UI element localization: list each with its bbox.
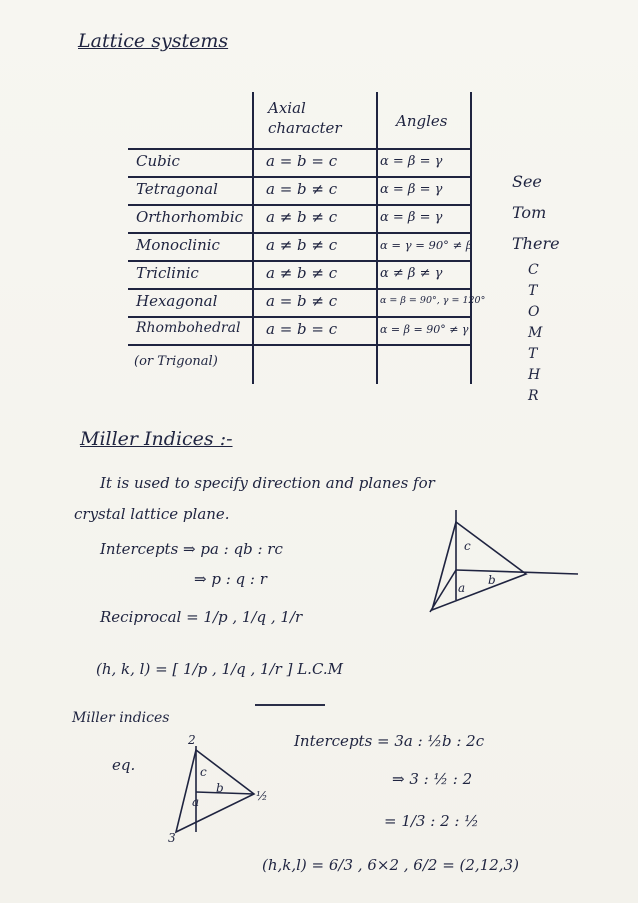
row-angles: α = β = γ bbox=[380, 154, 443, 169]
plane-triangle bbox=[432, 522, 526, 610]
row-name: Cubic bbox=[136, 152, 180, 170]
table-divider bbox=[252, 92, 254, 384]
table-rule bbox=[128, 288, 472, 290]
fig2-label-b: b bbox=[216, 781, 224, 795]
miller-indices-label: Miller indices bbox=[72, 710, 170, 726]
lattice-table bbox=[128, 92, 486, 384]
row-axial: a = b = c bbox=[266, 152, 338, 170]
miller-title: Miller Indices :- bbox=[80, 428, 233, 450]
fig1-label-c: c bbox=[464, 539, 471, 553]
row-axial: a = b ≠ c bbox=[266, 180, 338, 198]
table-rule bbox=[128, 260, 472, 262]
row-angles: α = β = γ bbox=[380, 182, 443, 197]
table-rule bbox=[128, 232, 472, 234]
row-name: Monoclinic bbox=[136, 236, 220, 254]
mnemonic-letter: R bbox=[528, 388, 539, 404]
fig2-label-c: c bbox=[200, 765, 207, 779]
row-axial: a ≠ b ≠ c bbox=[266, 264, 338, 282]
example-result: (h,k,l) = 6/3 , 6×2 , 6/2 = (2,12,3) bbox=[262, 856, 519, 874]
mnemonic-letter: C bbox=[528, 262, 539, 278]
table-rule bbox=[128, 148, 472, 150]
table-rule bbox=[128, 316, 472, 318]
example-step-2: = 1/3 : 2 : ½ bbox=[384, 812, 479, 830]
hkl-formula: (h, k, l) = [ 1/p , 1/q , 1/r ] L.C.M bbox=[96, 660, 344, 678]
mnemonic-letter: O bbox=[528, 304, 540, 320]
row-angles: α = γ = 90° ≠ β bbox=[380, 238, 473, 252]
row-name: Orthorhombic bbox=[136, 208, 244, 226]
miller-definition-2: crystal lattice plane. bbox=[74, 505, 230, 523]
fig2-label-2: 2 bbox=[188, 733, 196, 747]
fig1-label-a: a bbox=[458, 581, 466, 595]
mnemonic-letter: T bbox=[528, 346, 538, 362]
mnemonic-letter: T bbox=[528, 283, 538, 299]
mnemonic-letter: H bbox=[528, 367, 541, 383]
fig1-label-b: b bbox=[488, 573, 496, 587]
underline-stroke bbox=[255, 704, 325, 706]
mnemonic-word: See bbox=[512, 172, 542, 191]
row-axial: a = b = c bbox=[266, 320, 338, 338]
row-angles: α = β = 90°, γ = 120° bbox=[380, 295, 486, 306]
rhombohedral-note: (or Trigonal) bbox=[134, 354, 218, 369]
row-name: Rhombohedral bbox=[136, 320, 241, 336]
table-rule bbox=[128, 344, 472, 346]
example-intercepts: Intercepts = 3a : ½b : 2c bbox=[294, 732, 485, 750]
row-angles: α ≠ β ≠ γ bbox=[380, 266, 443, 281]
row-angles: α = β = γ bbox=[380, 210, 443, 225]
row-axial: a ≠ b ≠ c bbox=[266, 208, 338, 226]
lattice-plane-figure bbox=[418, 500, 588, 620]
row-name: Triclinic bbox=[136, 264, 199, 282]
row-angles: α = β = 90° ≠ γ bbox=[380, 323, 469, 336]
table-divider bbox=[376, 92, 378, 384]
row-axial: a = b ≠ c bbox=[266, 292, 338, 310]
fig2-label-half: ½ bbox=[256, 789, 268, 803]
fig2-label-a: a bbox=[192, 795, 200, 809]
example-plane-figure bbox=[168, 733, 278, 846]
table-rule bbox=[128, 204, 472, 206]
header-angles: Angles bbox=[396, 112, 448, 130]
header-axial: Axial character bbox=[268, 99, 342, 137]
row-name: Hexagonal bbox=[136, 292, 218, 310]
row-axial: a ≠ b ≠ c bbox=[266, 236, 338, 254]
intercept-ratio: ⇒ p : q : r bbox=[194, 570, 267, 588]
mnemonic-letter: M bbox=[528, 325, 543, 341]
page-title: Lattice systems bbox=[78, 30, 229, 52]
plane-triangle bbox=[176, 750, 254, 832]
mnemonic-word: Tom bbox=[512, 203, 547, 222]
miller-definition-1: It is used to specify direction and planes for bbox=[100, 474, 435, 492]
row-name: Tetragonal bbox=[136, 180, 218, 198]
table-rule bbox=[128, 176, 472, 178]
example-label: eq. bbox=[112, 756, 136, 774]
mnemonic-word: There bbox=[512, 234, 560, 253]
b-axis bbox=[456, 570, 578, 574]
reciprocal-formula: Reciprocal = 1/p , 1/q , 1/r bbox=[100, 608, 303, 626]
fig2-label-3: 3 bbox=[168, 831, 176, 845]
b-axis bbox=[196, 792, 254, 794]
example-step-1: ⇒ 3 : ½ : 2 bbox=[392, 770, 473, 788]
intercepts-formula: Intercepts ⇒ pa : qb : rc bbox=[100, 540, 283, 558]
